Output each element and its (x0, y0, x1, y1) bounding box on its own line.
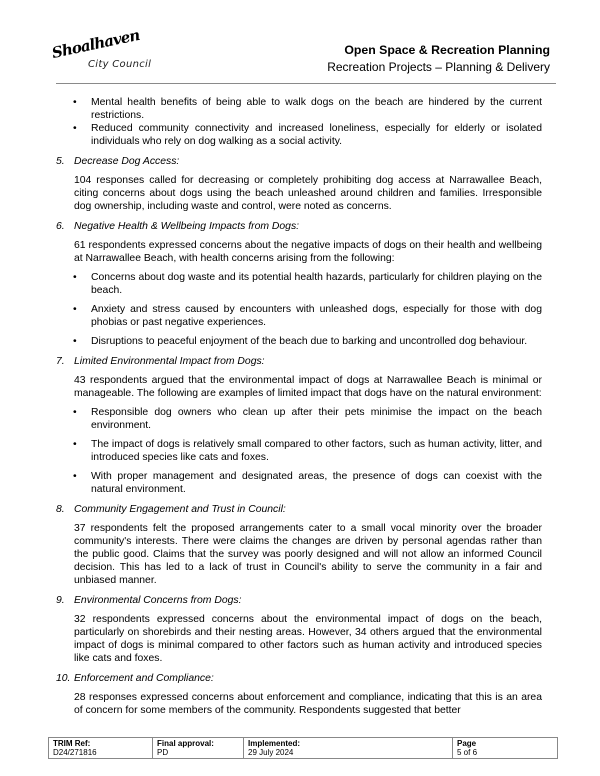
bullet-list (56, 406, 542, 496)
implemented-value: 29 July 2024 (248, 748, 294, 757)
logo-subtitle: City Council (88, 59, 152, 70)
section-paragraph: 61 respondents expressed concerns about the negative impacts of dogs on their health and wellbeing at Narrawallee Beach, with health concerns arising from the following: (74, 240, 542, 264)
section-number: 9. (56, 595, 65, 606)
section-heading: Negative Health & Wellbeing Impacts from Dogs: (74, 221, 300, 232)
bullet-item: • Mental health benefits of being able to walk dogs on the beach are hindered by the current restrictions. (56, 96, 542, 122)
trim-ref-value: D24/271816 (53, 748, 97, 757)
intro-bullet-list (56, 96, 542, 148)
header-divider (56, 83, 556, 84)
trim-ref-label: TRIM Ref: (53, 739, 91, 748)
bullet-item: • Disruptions to peaceful enjoyment of the beach due to barking and uncontrolled dog behaviour. (56, 335, 542, 348)
document-title: Open Space & Recreation Planning (344, 43, 550, 57)
bullet-item: • Anxiety and stress caused by encounters with unleashed dogs, especially for those with dog phobias or past negative experiences. (56, 303, 542, 329)
section-paragraph: 104 responses called for decreasing or completely prohibiting dog access at Narrawallee Beach, citing concerns about dogs using the beach unleashed around children and families. Irresponsible dog ownership, including waste and control, were noted as concerns. (74, 175, 542, 212)
logo-brand: Shoalhaven (50, 25, 142, 62)
page-header (50, 25, 550, 84)
final-approval-value: PD (157, 748, 169, 757)
section-heading: Decrease Dog Access: (74, 156, 180, 167)
section-paragraph: 32 respondents expressed concerns about the environmental impact of dogs on the beach, particularly on shorebirds and their nesting areas. However, 34 others argued that the environmental impact of dogs is minimal compared to other factors such as human activity and introduced species like cats and foxes. (74, 614, 542, 664)
page-number: 5 of 6 (457, 748, 478, 757)
bullet-item: • Concerns about dog waste and its potential health hazards, particularly for children playing on the beach. (56, 271, 542, 297)
section-number: 7. (56, 356, 65, 367)
council-logo (50, 25, 164, 80)
section-number: 5. (56, 156, 65, 167)
final-approval-label: Final approval: (157, 739, 214, 748)
section-number: 10. (56, 673, 71, 684)
section-heading: Enforcement and Compliance: (74, 673, 214, 684)
page-label: Page (457, 739, 477, 748)
bullet-item: • Responsible dog owners who clean up after their pets minimise the impact on the beach environment. (56, 406, 542, 432)
implemented-cell (244, 738, 453, 759)
section-paragraph: 28 responses expressed concerns about enforcement and compliance, indicating that this is an area of concern for some members of the community. Respondents suggested that better (74, 692, 542, 716)
bullet-item: • With proper management and designated areas, the presence of dogs can coexist with the natural environment. (56, 470, 542, 496)
section-heading: Environmental Concerns from Dogs: (74, 595, 242, 606)
section-5 (56, 155, 542, 213)
section-heading: Limited Environmental Impact from Dogs: (74, 356, 265, 367)
bullet-item: • Reduced community connectivity and increased loneliness, especially for elderly or isolated individuals who rely on dog walking as a social activity. (56, 122, 542, 148)
section-6 (56, 220, 542, 348)
bullet-item: • The impact of dogs is relatively small compared to other factors, such as human activity, litter, and introduced species like cats and foxes. (56, 438, 542, 464)
trim-ref-cell (49, 738, 153, 759)
bullet-list (56, 271, 542, 348)
final-approval-cell (153, 738, 244, 759)
section-9 (56, 594, 542, 665)
document-subtitle: Recreation Projects – Planning & Delivery (327, 60, 550, 74)
page-cell (453, 738, 558, 759)
implemented-label: Implemented: (248, 739, 301, 748)
section-paragraph: 37 respondents felt the proposed arrangements cater to a small vocal minority over the broader community's interests. There were claims the changes are driven by personal agendas rather than the public good. Claims that the survey was poorly designed and will not allow an informed Council decision. This has led to a lack of trust in Council's ability to serve the community in a fair and unbiased manner. (74, 523, 542, 586)
section-8 (56, 503, 542, 587)
section-10 (56, 672, 542, 717)
section-heading: Community Engagement and Trust in Council: (74, 504, 286, 515)
section-number: 8. (56, 504, 65, 515)
section-paragraph: 43 respondents argued that the environmental impact of dogs at Narrawallee Beach is minimal or manageable. The following are examples of limited impact that dogs have on the natural environment: (74, 375, 542, 399)
document-body (56, 96, 542, 723)
document-footer-table (48, 737, 558, 759)
section-7 (56, 355, 542, 496)
section-number: 6. (56, 221, 65, 232)
